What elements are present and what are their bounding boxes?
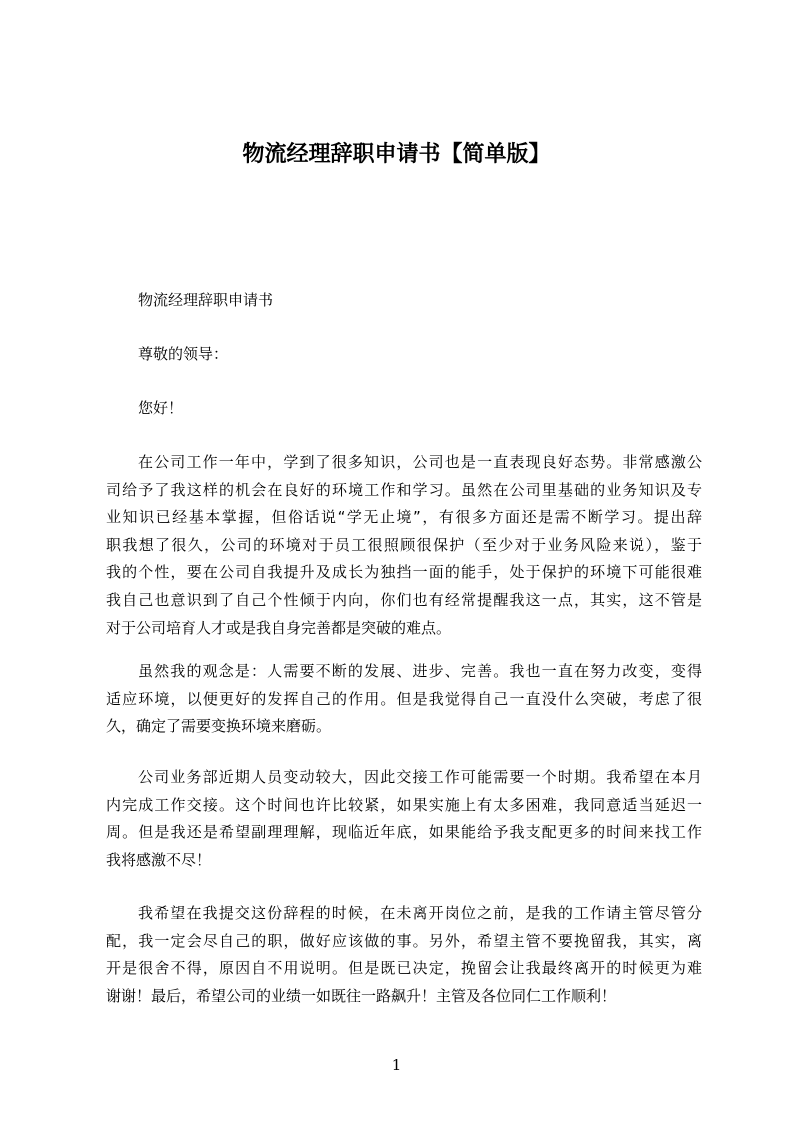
page-number: 1 bbox=[391, 1056, 402, 1074]
paragraph-line: 在公司工作一年中，学到了很多知识，公司也是一直表现良好态势。非常感激公 bbox=[138, 453, 702, 471]
paragraph-line: 司给予了我这样的机会在良好的环境工作和学习。虽然在公司里基础的业务知识及专 bbox=[106, 480, 702, 499]
letter-heading: 物流经理辞职申请书 bbox=[138, 291, 274, 309]
paragraph-line: 配，我一定会尽自己的职，做好应该做的事。另外，希望主管不要挽留我，其实，离 bbox=[106, 931, 702, 950]
paragraph-line: 开是很舍不得，原因自不用说明。但是既已决定，挽留会让我最终离开的时候更为难 bbox=[106, 959, 702, 978]
paragraph-3 bbox=[106, 767, 702, 877]
paragraph-line: 业知识已经基本掌握，但俗话说“学无止境”，有很多方面还是需不断学习。提出辞 bbox=[106, 508, 702, 527]
paragraph-line: 我自己也意识到了自己个性倾于内向，你们也有经常提醒我这一点，其实，这不管是 bbox=[106, 590, 702, 609]
paragraph-line: 久，确定了需要变换环境来磨砺。 bbox=[106, 717, 332, 736]
paragraph-line: 职我想了很久，公司的环境对于员工很照顾很保护（至少对于业务风险来说），鉴于 bbox=[106, 535, 702, 554]
paragraph-line: 我将感激不尽！ bbox=[106, 850, 212, 869]
paragraph-line: 我的个性，要在公司自我提升及成长为独挡一面的能手，处于保护的环境下可能很难 bbox=[106, 563, 702, 582]
paragraph-2 bbox=[106, 661, 702, 744]
paragraph-1 bbox=[106, 452, 702, 645]
document-title: 物流经理辞职申请书【简单版】 bbox=[242, 142, 551, 167]
paragraph-line: 公司业务部近期人员变动较大，因此交接工作可能需要一个时期。我希望在本月 bbox=[138, 768, 702, 786]
greeting: 您好！ bbox=[138, 399, 184, 417]
paragraph-line: 虽然我的观念是：人需要不断的发展、进步、完善。我也一直在努力改变，变得 bbox=[138, 662, 702, 680]
paragraph-line: 周。但是我还是希望副理理解，现临近年底，如果能给予我支配更多的时间来找工作 bbox=[106, 823, 702, 842]
paragraph-line: 我希望在我提交这份辞程的时候，在未离开岗位之前，是我的工作请主管尽管分 bbox=[138, 904, 702, 922]
paragraph-line: 谢谢！最后，希望公司的业绩一如既往一路飙升！主管及各位同仁工作顺利！ bbox=[106, 986, 617, 1005]
salutation: 尊敬的领导： bbox=[138, 345, 229, 363]
paragraph-line: 适应环境，以便更好的发挥自己的作用。但是我觉得自己一直没什么突破，考虑了很 bbox=[106, 689, 702, 708]
paragraph-line: 内完成工作交接。这个时间也许比较紧，如果实施上有太多困难，我同意适当延迟一 bbox=[106, 795, 702, 814]
paragraph-line: 对于公司培育人才或是我自身完善都是突破的难点。 bbox=[106, 618, 452, 637]
paragraph-4 bbox=[106, 903, 702, 1013]
